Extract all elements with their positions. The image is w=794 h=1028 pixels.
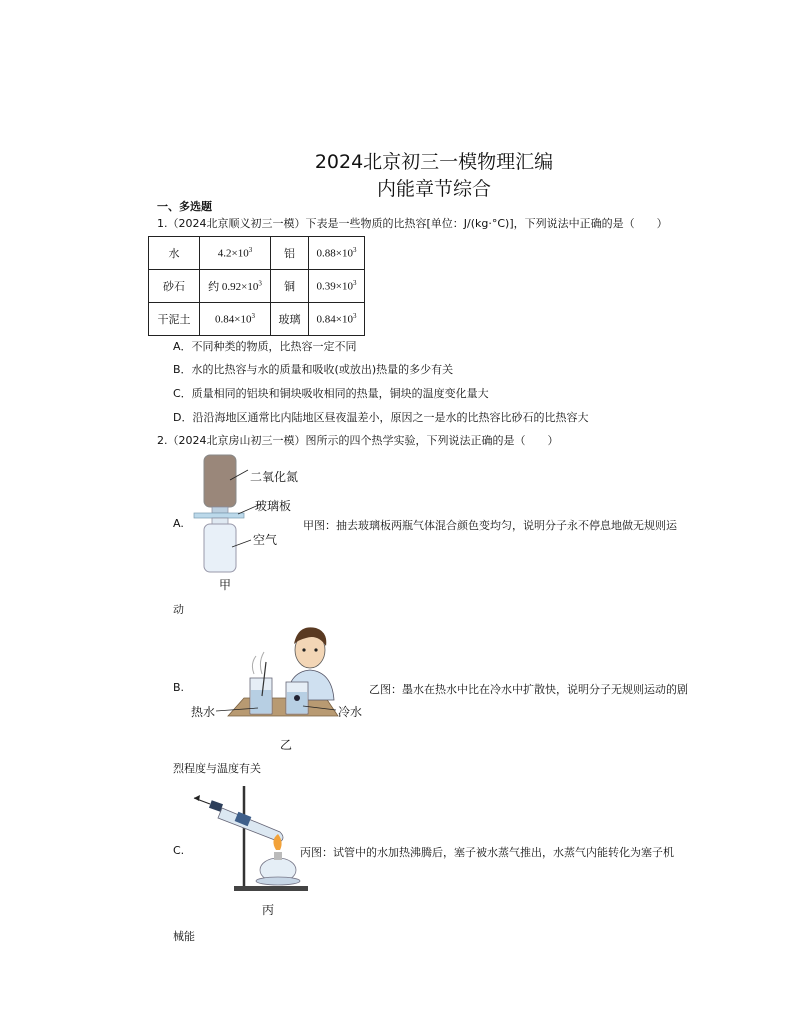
q2-option-b-text-cont: 烈程度与温度有关	[173, 762, 261, 775]
q1-option-d: D．沿沿海地区通常比内陆地区昼夜温差小，原因之一是水的比热容比砂石的比热容大	[173, 411, 589, 424]
specific-heat-table	[148, 236, 365, 336]
table-cell: 玻璃	[271, 303, 309, 336]
label-hot-water: 热水	[191, 705, 216, 719]
table-cell: $0.84\times 10^3$	[309, 303, 365, 336]
table-cell: $4.2\times 10^3$	[200, 237, 271, 270]
table-cell: 干泥土	[149, 303, 200, 336]
table-cell: $0.88\times 10^3$	[309, 237, 365, 270]
q2-option-c-text-cont: 械能	[173, 930, 195, 943]
q2-option-a-text-cont: 动	[173, 603, 184, 616]
table-cell: 约 $0.92\times 10^3$	[200, 270, 271, 303]
section-heading: 一、多选题	[157, 200, 212, 213]
label-air: 空气	[253, 533, 278, 547]
label-glass-plate: 玻璃板	[255, 499, 292, 513]
q1-stem: 1.（2024北京顺义初三一模）下表是一些物质的比热容[单位：J/(kg·°C)]，下列说法中正确的是（ ）	[157, 217, 668, 230]
test-tube-figure	[188, 780, 313, 900]
figure-caption-jia: 甲	[219, 578, 232, 592]
doc-title: 2024北京初三一模物理汇编	[314, 151, 554, 173]
doc-subtitle: 内能章节综合	[376, 178, 491, 200]
q2-option-b-letter: B.	[173, 681, 185, 694]
q1-option-b: B．水的比热容与水的质量和吸收(或放出)热量的多少有关	[173, 363, 454, 376]
label-nitrogen-dioxide: 二氧化氮	[250, 470, 299, 484]
q2-option-a-text: 甲图：抽去玻璃板两瓶气体混合颜色变均匀，说明分子永不停息地做无规则运	[303, 519, 677, 532]
table-cell: $0.84\times 10^3$	[200, 303, 271, 336]
figure-caption-yi: 乙	[280, 738, 293, 752]
q2-option-b-text: 乙图：墨水在热水中比在冷水中扩散快，说明分子无规则运动的剧	[369, 683, 688, 696]
q1-option-a: A．不同种类的物质，比热容一定不同	[173, 340, 357, 353]
table-cell: 砂石	[149, 270, 200, 303]
table-cell: $0.39\times 10^3$	[309, 270, 365, 303]
q2-option-c-letter: C.	[173, 844, 185, 857]
table-row	[149, 303, 365, 336]
q2-option-a-letter: A.	[173, 517, 184, 530]
table-cell: 水	[149, 237, 200, 270]
figure-caption-bing: 丙	[262, 903, 275, 917]
table-row	[149, 270, 365, 303]
table-row	[149, 237, 365, 270]
q2-option-c-text: 丙图：试管中的水加热沸腾后，塞子被水蒸气推出，水蒸气内能转化为塞子机	[300, 846, 674, 859]
label-cold-water: 冷水	[338, 705, 363, 719]
q2-stem: 2.（2024北京房山初三一模）图所示的四个热学实验，下列说法正确的是（ ）	[157, 434, 559, 447]
table-cell: 铜	[271, 270, 309, 303]
table-cell: 铝	[271, 237, 309, 270]
q1-option-c: C．质量相同的铝块和铜块吸收相同的热量，铜块的温度变化量大	[173, 387, 489, 400]
